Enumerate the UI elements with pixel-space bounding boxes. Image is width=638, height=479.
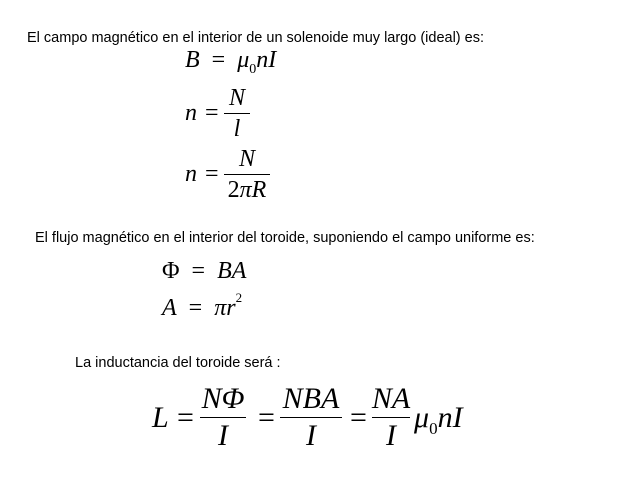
eq-operator: =: [211, 47, 226, 73]
inductance-op1: =: [177, 401, 194, 434]
eq-symbol: n: [185, 100, 197, 126]
fraction-bar: [224, 113, 250, 114]
inductance-op3: =: [350, 401, 367, 434]
fraction-n-over-l: [224, 86, 250, 141]
eq-symbol: A: [162, 295, 177, 321]
fraction-denominator: I: [306, 419, 316, 452]
equation-n2-lhs: [185, 162, 197, 186]
inductance-lhs: L: [152, 401, 169, 434]
toroid-inductance-intro-text: La inductancia del toroide será :: [75, 355, 281, 371]
fraction-denominator: I: [386, 419, 396, 452]
eq-symbol: n: [185, 161, 197, 187]
fraction-bar: [224, 174, 270, 175]
fraction-n-over-2pir: [224, 147, 270, 202]
fraction-numerator: NΦ: [201, 382, 245, 415]
fraction-denominator: l: [233, 116, 241, 142]
equation-n2-op: =: [205, 161, 219, 187]
fraction-na-over-i: [372, 384, 410, 451]
fraction-bar: [200, 417, 246, 418]
eq-symbol: BA: [217, 258, 247, 284]
eq-symbol: nI: [256, 47, 277, 73]
fraction-numerator: NBA: [282, 382, 340, 415]
eq-symbol: μ: [414, 401, 430, 434]
equation-n-lhs: [185, 101, 197, 125]
equation-area: [162, 290, 243, 321]
eq-symbol: π: [239, 177, 252, 203]
eq-symbol: Φ: [162, 258, 180, 284]
eq-symbol: B: [185, 47, 200, 73]
eq-coefficient: 2: [227, 177, 240, 203]
solenoid-intro-text: El campo magnético en el interior de un solenoide muy largo (ideal) es:: [27, 30, 484, 46]
eq-subscript: 0: [429, 419, 438, 438]
eq-symbol: r: [226, 295, 236, 321]
inductance-mu-term: [414, 401, 463, 438]
equation-b-field: [185, 47, 277, 77]
fraction-denominator: I: [218, 419, 228, 452]
fraction-denominator: [228, 178, 267, 202]
toroid-flux-intro-text: El flujo magnético en el interior del toroide, suponiendo el campo uniforme es:: [35, 230, 535, 246]
fraction-nphi-over-i: [200, 384, 246, 451]
fraction-bar: [280, 417, 342, 418]
eq-operator: =: [188, 295, 203, 321]
fraction-nba-over-i: [280, 384, 342, 451]
fraction-numerator: NA: [371, 382, 411, 415]
inductance-op2: =: [258, 401, 275, 434]
eq-subscript: 0: [249, 61, 257, 77]
eq-symbol: R: [251, 177, 267, 203]
eq-exponent: 2: [235, 290, 243, 305]
fraction-numerator: N: [238, 146, 255, 172]
fraction-numerator: N: [228, 85, 245, 111]
eq-symbol: nI: [437, 401, 463, 434]
equation-flux: [162, 259, 246, 283]
eq-symbol: μ: [237, 47, 250, 73]
eq-operator: =: [191, 258, 206, 284]
fraction-bar: [372, 417, 410, 418]
eq-symbol: π: [214, 295, 227, 321]
equation-n-op: =: [205, 100, 219, 126]
